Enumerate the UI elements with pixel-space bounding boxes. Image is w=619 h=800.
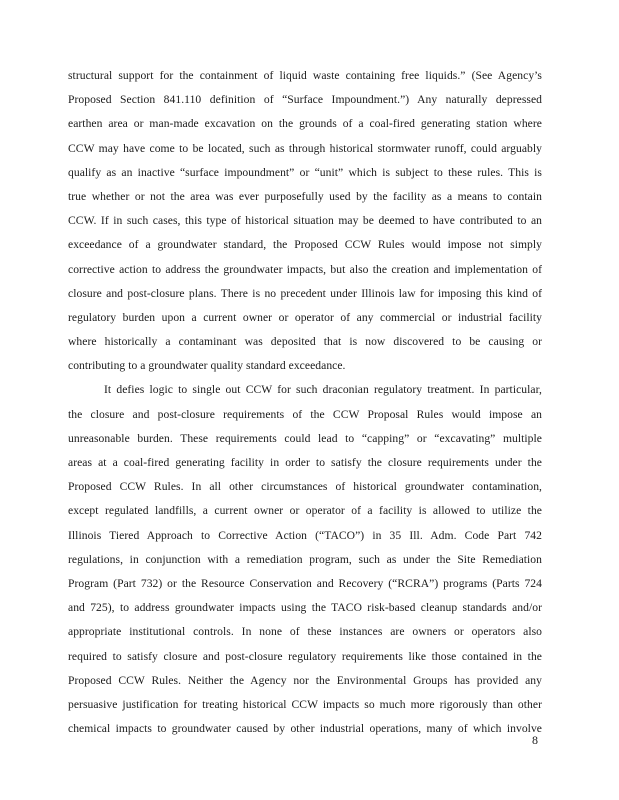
text-line: unreasonable burden. These requirements could lead to “capping” or “excavating” multiple bbox=[68, 431, 542, 445]
text-line: CCW. If in such cases, this type of historical situation may be deemed to have contributed to an bbox=[68, 214, 542, 228]
body-text bbox=[68, 64, 542, 741]
text-line: contributing to a groundwater quality standard exceedance. bbox=[68, 359, 346, 373]
text-line: Proposed Section 841.110 definition of “Surface Impoundment.”) Any naturally depressed bbox=[68, 93, 542, 107]
text-line: true whether or not the area was ever purposefully used by the facility as a means to contain bbox=[68, 189, 542, 203]
text-line: Proposed CCW Rules. In all other circumstances of historical groundwater contamination, bbox=[68, 480, 542, 494]
text-line: and 725), to address groundwater impacts using the TACO risk-based cleanup standards and/or bbox=[68, 601, 542, 615]
text-line: required to satisfy closure and post-closure regulatory requirements like those contained in the bbox=[68, 649, 542, 663]
text-line: Proposed CCW Rules. Neither the Agency nor the Environmental Groups has provided any bbox=[68, 673, 542, 687]
page-number: 8 bbox=[532, 733, 538, 747]
text-line: structural support for the containment of liquid waste containing free liquids.” (See Agency’s bbox=[68, 69, 542, 82]
text-line: CCW may have come to be located, such as through historical stormwater runoff, could arguably bbox=[68, 141, 542, 155]
text-line: the closure and post-closure requirements of the CCW Proposal Rules would impose an bbox=[68, 407, 542, 421]
paragraph-1 bbox=[68, 64, 542, 378]
text-line: chemical impacts to groundwater caused by other industrial operations, many of which involve bbox=[68, 722, 542, 736]
text-line: Illinois Tiered Approach to Corrective Action (“TACO”) in 35 Ill. Adm. Code Part 742 bbox=[68, 528, 542, 542]
text-line: persuasive justification for treating historical CCW impacts so much more rigorously than other bbox=[68, 697, 542, 711]
text-line: corrective action to address the groundwater impacts, but also the creation and implementation of bbox=[68, 262, 542, 276]
text-line: It defies logic to single out CCW for such draconian regulatory treatment. In particular, bbox=[104, 383, 542, 397]
text-line: qualify as an inactive “surface impoundment” or “unit” which is subject to these rules. This is bbox=[68, 165, 542, 179]
text-line: appropriate institutional controls. In none of these instances are owners or operators also bbox=[68, 625, 542, 639]
text-line: closure and post-closure plans. There is no precedent under Illinois law for imposing this kind of bbox=[68, 286, 542, 300]
text-line: exceedance of a groundwater standard, the Proposed CCW Rules would impose not simply bbox=[68, 238, 542, 252]
text-line: earthen area or man-made excavation on the grounds of a coal-fired generating station where bbox=[68, 117, 542, 131]
text-line: except regulated landfills, a current owner or operator of a facility is allowed to utilize the bbox=[68, 504, 542, 518]
text-line: where historically a contaminant was deposited that is now discovered to be causing or bbox=[68, 335, 542, 349]
text-line: regulations, in conjunction with a remediation program, such as under the Site Remediation bbox=[68, 552, 542, 566]
text-line: Program (Part 732) or the Resource Conservation and Recovery (“RCRA”) programs (Parts 724 bbox=[68, 576, 542, 590]
text-line: regulatory burden upon a current owner or operator of any commercial or industrial facility bbox=[68, 310, 542, 324]
text-line: areas at a coal-fired generating facility in order to satisfy the closure requirements under the bbox=[68, 456, 542, 469]
paragraph-2 bbox=[68, 378, 542, 741]
